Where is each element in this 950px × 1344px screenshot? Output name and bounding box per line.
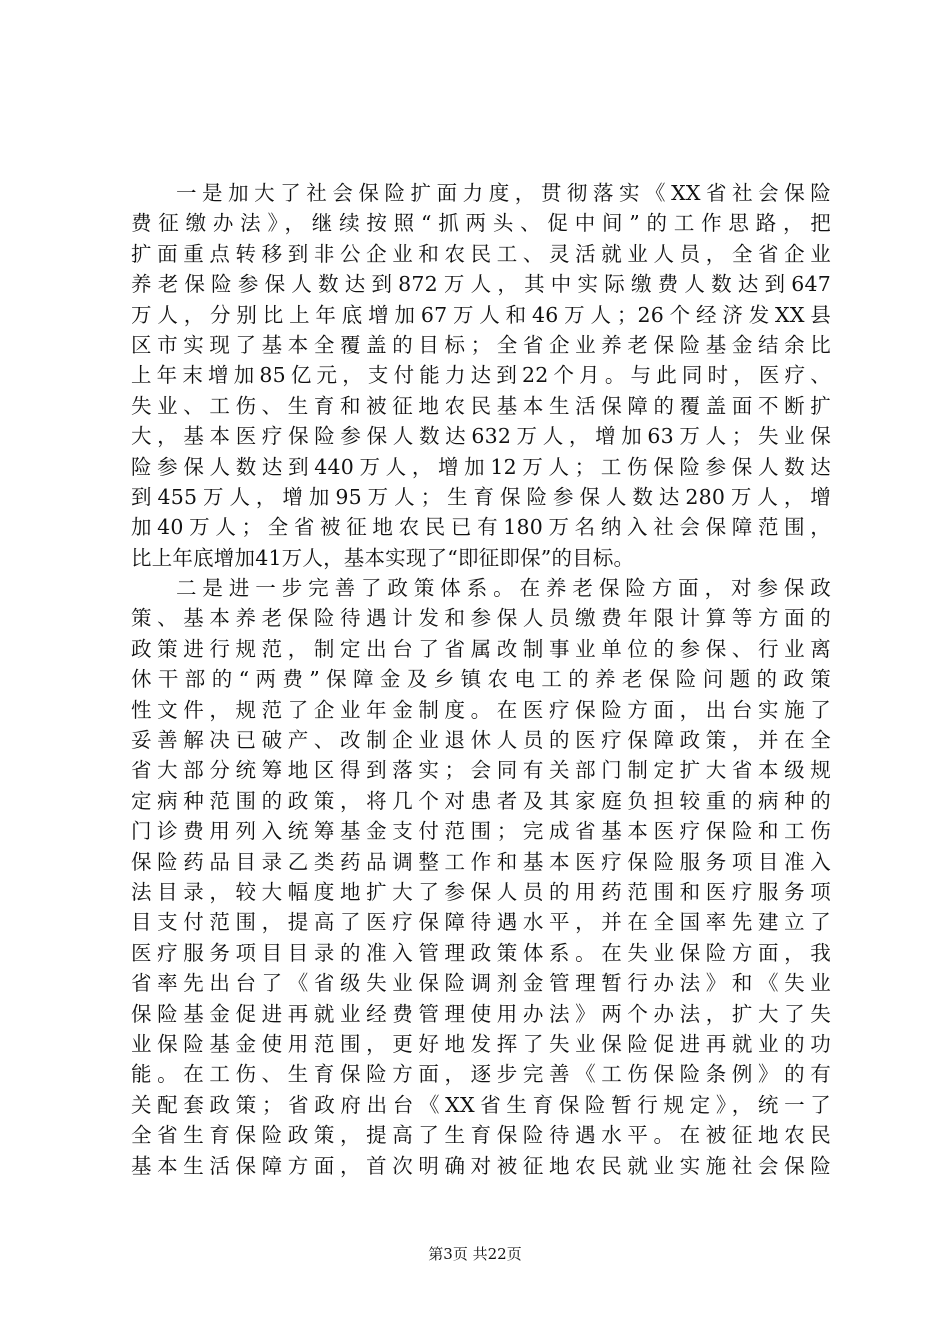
paragraph-line: 省率先出台了《省级失业保险调剂金管理暂行办法》和《失业 xyxy=(131,971,831,996)
paragraph-line: 政策进行规范，制定出台了省属改制事业单位的参保、行业离 xyxy=(131,636,831,661)
paragraph-line: 关配套政策；省政府出台《XX省生育保险暂行规定》，统一了 xyxy=(131,1092,831,1117)
paragraph-line: 二是进一步完善了政策体系。在养老保险方面，对参保政 xyxy=(176,576,831,601)
paragraph-line: 性文件，规范了企业年金制度。在医疗保险方面，出台实施了 xyxy=(131,697,831,722)
paragraph-line: 全省生育保险政策，提高了生育保险待遇水平。在被征地农民 xyxy=(131,1123,831,1148)
page-number: 第3页 共22页 xyxy=(428,1245,522,1263)
paragraph-line: 基本生活保障方面，首次明确对被征地农民就业实施社会保险 xyxy=(131,1153,831,1178)
paragraph-line: 休干部的“两费”保障金及乡镇农电工的养老保险问题的政策 xyxy=(131,667,831,692)
paragraph-line: 省大部分统筹地区得到落实；会同有关部门制定扩大省本级规 xyxy=(131,758,831,783)
paragraph-line: 养老保险参保人数达到872万人，其中实际缴费人数达到647 xyxy=(131,272,831,297)
paragraph-line: 医疗服务项目目录的准入管理政策体系。在失业保险方面，我 xyxy=(131,940,831,965)
paragraph-2 xyxy=(131,573,831,1181)
paragraph-line: 加40万人；全省被征地农民已有180万名纳入社会保障范围， xyxy=(131,515,831,540)
paragraph-line: 业保险基金使用范围，更好地发挥了失业保险促进再就业的功 xyxy=(131,1031,831,1056)
paragraph-line: 扩面重点转移到非公企业和农民工、灵活就业人员，全省企业 xyxy=(131,241,831,266)
paragraph-line: 比上年底增加41万人，基本实现了“即征即保”的目标。 xyxy=(131,545,635,570)
paragraph-line: 费征缴办法》，继续按照“抓两头、促中间”的工作思路，把 xyxy=(131,211,831,236)
paragraph-line: 门诊费用列入统筹基金支付范围；完成省基本医疗保险和工伤 xyxy=(131,819,831,844)
paragraph-line: 万人，分别比上年底增加67万人和46万人；26个经济发XX县 xyxy=(131,302,831,327)
paragraph-line: 区市实现了基本全覆盖的目标；全省企业养老保险基金结余比 xyxy=(131,332,831,357)
paragraph-line: 失业、工伤、生育和被征地农民基本生活保障的覆盖面不断扩 xyxy=(131,393,831,418)
paragraph-line: 一是加大了社会保险扩面力度，贯彻落实《XX省社会保险 xyxy=(176,181,831,205)
paragraph-1 xyxy=(131,178,831,573)
paragraph-line: 上年末增加85亿元，支付能力达到22个月。与此同时，医疗、 xyxy=(131,363,831,388)
paragraph-line: 保险基金促进再就业经费管理使用办法》两个办法，扩大了失 xyxy=(131,1001,831,1026)
paragraph-line: 到455万人，增加95万人；生育保险参保人数达280万人，增 xyxy=(131,484,831,509)
paragraph-line: 定病种范围的政策，将几个对患者及其家庭负担较重的病种的 xyxy=(131,788,831,813)
paragraph-line: 策、基本养老保险待遇计发和参保人员缴费年限计算等方面的 xyxy=(131,606,831,631)
paragraph-line: 目支付范围，提高了医疗保障待遇水平，并在全国率先建立了 xyxy=(131,910,831,935)
paragraph-line: 能。在工伤、生育保险方面，逐步完善《工伤保险条例》的有 xyxy=(131,1062,831,1087)
paragraph-line: 大，基本医疗保险参保人数达632万人，增加63万人；失业保 xyxy=(131,424,831,449)
paragraph-line: 法目录，较大幅度地扩大了参保人员的用药范围和医疗服务项 xyxy=(131,879,831,904)
paragraph-line: 妥善解决已破产、改制企业退休人员的医疗保障政策，并在全 xyxy=(131,728,831,753)
paragraph-line: 险参保人数达到440万人，增加12万人；工伤保险参保人数达 xyxy=(131,454,831,479)
document-body xyxy=(131,178,831,1181)
paragraph-line: 保险药品目录乙类药品调整工作和基本医疗保险服务项目准入 xyxy=(131,849,831,874)
